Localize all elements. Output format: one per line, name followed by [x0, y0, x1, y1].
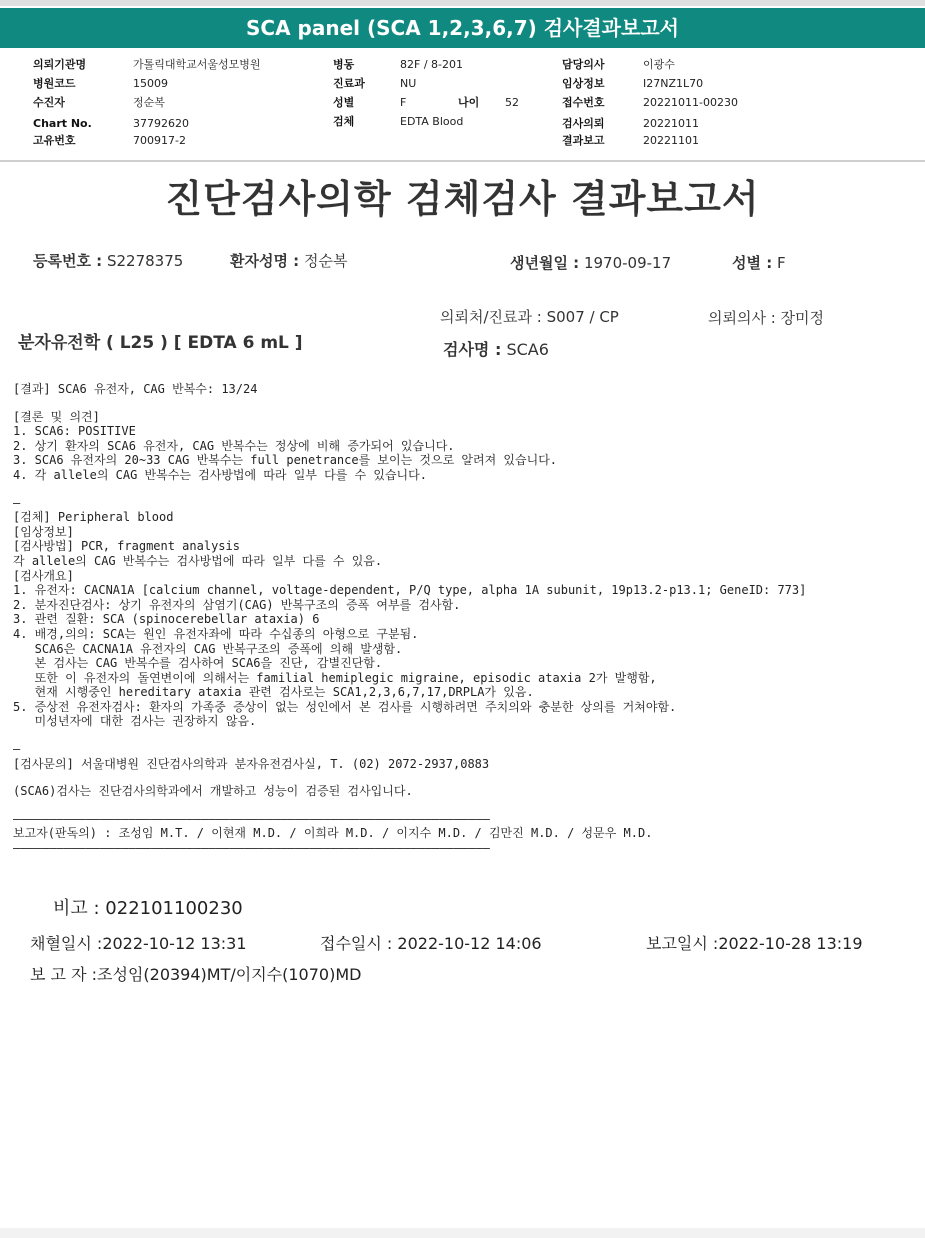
body-line: 또한 이 유전자의 돌연변이에 의해서는 familial hemiplegic migraine, episodic ataxia 2가 발행함,: [13, 670, 657, 685]
top-border: [0, 0, 925, 6]
patient-name-label: 환자성명 :: [230, 252, 300, 270]
info-value-hospital-code: 15009: [133, 77, 168, 90]
info-value-doctor: 이광수: [643, 58, 675, 71]
info-label-age: 나이: [458, 96, 480, 109]
sex-label: 성별 :: [732, 254, 773, 272]
reporter-value: 조성임(20394)MT/이지수(1070)MD: [97, 965, 362, 984]
birthdate-row: [510, 252, 671, 273]
body-line: 보고자(판독의) : 조성임 M.T. / 이현재 M.D. / 이희라 M.D. / 이지수 M.D. / 김만진 M.D. / 성문우 M.D.: [13, 826, 653, 841]
info-value-ward: 82F / 8-201: [400, 58, 463, 71]
body-line: 1. 유전자: CACNA1A [calcium channel, voltage-dependent, P/Q type, alpha 1A subunit, 19p13.2-p13.1; GeneID: 773]: [13, 583, 807, 598]
body-line: 현재 시행중인 hereditary ataxia 관련 검사로는 SCA1,2,3,6,7,17,DRPLA가 있음.: [13, 685, 534, 700]
info-value-specimen: EDTA Blood: [400, 115, 464, 128]
info-label-ward: 병동: [333, 58, 355, 71]
report-time-row: [646, 931, 863, 954]
patient-name-value: 정순복: [303, 252, 348, 270]
info-value-receipt-no: 20221011-00230: [643, 96, 738, 109]
info-label-hospital-code: 병원코드: [33, 77, 76, 90]
body-line: [임상정보]: [13, 524, 74, 539]
receipt-time-label: 접수일시 :: [320, 934, 393, 953]
body-line: [검사개요]: [13, 568, 74, 583]
info-label-patient: 수진자: [33, 96, 65, 109]
body-line: 각 allele의 CAG 반복수는 검사방법에 따라 일부 다를 수 있음.: [13, 553, 383, 568]
body-line: (SCA6)검사는 진단검사의학과에서 개발하고 성능이 검증된 검사입니다.: [13, 784, 413, 799]
info-value-department: NU: [400, 77, 417, 90]
report-time-value: 2022-10-28 13:19: [718, 934, 863, 953]
collection-time-label: 채혈일시 :: [30, 934, 103, 953]
info-value-unique-no: 700917-2: [133, 134, 186, 147]
body-line: 4. 배경,의의: SCA는 원인 유전자좌에 따라 수십종의 아형으로 구분됨.: [13, 626, 419, 641]
body-line: [검사문의] 서울대병원 진단검사의학과 분자유전검사실, T. (02) 2072-2937,0883: [13, 756, 490, 771]
info-label-unique-no: 고유번호: [33, 134, 76, 147]
body-line: [검체] Peripheral blood: [13, 510, 174, 525]
body-line: 4. 각 allele의 CAG 반복수는 검사방법에 따라 일부 다를 수 있습니다.: [13, 467, 427, 482]
reporter-row: [30, 962, 361, 985]
info-value-age: 52: [505, 96, 519, 109]
info-value-report-date: 20221101: [643, 134, 699, 147]
section-title: 분자유전학 ( L25 ) [ EDTA 6 mL ]: [18, 333, 303, 353]
requesting-doctor: 의뢰의사 : 장미정: [708, 309, 825, 327]
info-label-doctor: 담당의사: [562, 58, 605, 71]
receipt-time-row: [320, 931, 542, 954]
body-line: 3. 관련 질환: SCA (spinocerebellar ataxia) 6: [13, 612, 320, 627]
body-line: 2. 상기 환자의 SCA6 유전자, CAG 반복수는 정상에 비해 증가되어 있습니다.: [13, 438, 455, 453]
body-line: ——————————————————————————————————————————————————————————————————: [13, 811, 490, 826]
body-line: 3. SCA6 유전자의 20~33 CAG 반복수는 full penetrance를 보이는 것으로 알려져 있습니다.: [13, 453, 558, 468]
body-line: —: [13, 495, 21, 510]
info-value-sex: F: [400, 96, 407, 109]
info-label-request-date: 검사의뢰: [562, 117, 605, 130]
info-label-specimen: 검체: [333, 115, 355, 128]
body-line: ——————————————————————————————————————————————————————————————————: [13, 841, 490, 856]
info-value-institution: 가톨릭대학교서울성모병원: [133, 58, 261, 71]
body-line: [결론 및 의견]: [13, 409, 100, 424]
info-label-receipt-no: 접수번호: [562, 96, 605, 109]
receipt-time-value: 2022-10-12 14:06: [397, 934, 542, 953]
test-name-value: SCA6: [506, 340, 549, 359]
note-row: [53, 894, 243, 920]
info-label-sex: 성별: [333, 96, 355, 109]
body-line: —: [13, 742, 21, 757]
note-label: 비고 :: [53, 898, 100, 919]
info-label-institution: 의뢰기관명: [33, 58, 87, 71]
info-value-patient: 정순복: [133, 96, 165, 109]
report-time-label: 보고일시 :: [646, 934, 719, 953]
birthdate-label: 생년월일 :: [510, 254, 580, 272]
body-line: 미성년자에 대한 검사는 권장하지 않음.: [13, 714, 257, 729]
info-label-department: 진료과: [333, 77, 365, 90]
collection-time-value: 2022-10-12 13:31: [102, 934, 247, 953]
sex-row: [732, 252, 786, 273]
report-body-text: [13, 382, 806, 856]
body-line: 본 검사는 CAG 반복수를 검사하여 SCA6을 진단, 감별진단함.: [13, 656, 383, 671]
body-line: 1. SCA6: POSITIVE: [13, 424, 136, 439]
header-separator: [0, 160, 925, 162]
body-line: [결과] SCA6 유전자, CAG 반복수: 13/24: [13, 382, 258, 396]
info-label-chart-no: Chart No.: [33, 117, 92, 130]
test-name-label: 검사명 :: [443, 340, 502, 359]
info-label-report-date: 결과보고: [562, 134, 605, 147]
info-label-clinical-info: 임상정보: [562, 77, 605, 90]
body-line: [검사방법] PCR, fragment analysis: [13, 539, 240, 554]
report-title-bar: SCA panel (SCA 1,2,3,6,7) 검사결과보고서: [0, 8, 925, 48]
note-value: 022101100230: [105, 898, 243, 919]
main-report-title: 진단검사의학 검체검사 결과보고서: [165, 177, 760, 221]
info-value-clinical-info: I27NZ1L70: [643, 77, 704, 90]
requesting-department: 의뢰처/진료과 : S007 / CP: [440, 308, 619, 326]
collection-time-row: [30, 931, 247, 954]
test-name-row: [443, 337, 549, 360]
registration-label: 등록번호 :: [33, 252, 103, 270]
body-line: SCA6은 CACNA1A 유전자의 CAG 반복구조의 증폭에 의해 발생함.: [13, 641, 403, 656]
birthdate-value: 1970-09-17: [583, 254, 672, 272]
reporter-label: 보 고 자 :: [30, 965, 98, 984]
patient-name-row: [230, 250, 347, 271]
registration-value: S2278375: [106, 252, 184, 270]
info-value-request-date: 20221011: [643, 117, 699, 130]
sex-value: F: [776, 254, 786, 272]
registration-row: [33, 250, 183, 271]
info-value-chart-no: 37792620: [133, 117, 189, 130]
body-line: 2. 분자진단검사: 상기 유전자의 삼염기(CAG) 반복구조의 증폭 여부를 검사함.: [13, 597, 461, 612]
body-line: 5. 증상전 유전자검사: 환자의 가족중 증상이 없는 성인에서 본 검사를 시행하려면 주치의와 충분한 상의를 거쳐야함.: [13, 699, 677, 714]
